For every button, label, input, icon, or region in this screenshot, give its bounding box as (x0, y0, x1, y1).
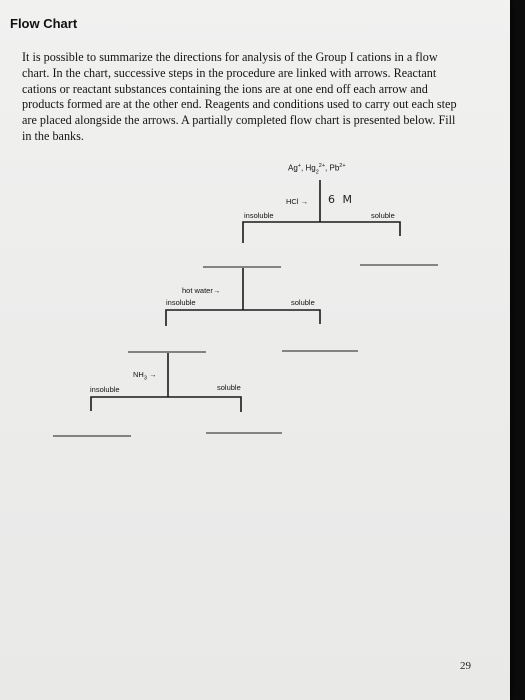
step1-handwritten-note: 6 M (328, 193, 354, 206)
page-title: Flow Chart (10, 16, 78, 31)
step3-soluble-label: soluble (217, 383, 241, 392)
step2-insoluble-label: insoluble (166, 298, 196, 307)
intro-line: products formed are at the other end. Reagents and conditions used to carry out each step (22, 97, 457, 112)
step1-insoluble-label: insoluble (244, 211, 274, 220)
step2-split-line (166, 310, 320, 326)
intro-line: cations or reactant substances containing the ions are at one end off each arrow and (22, 81, 428, 96)
step1-soluble-label: soluble (371, 211, 395, 220)
intro-line: in the banks. (22, 128, 84, 143)
intro-line: It is possible to summarize the directions for analysis of the Group I cations in a flow (22, 50, 438, 64)
intro-line: are placed alongside the arrows. A partially completed flow chart is presented below. Fill (22, 113, 456, 128)
step3-split-line (91, 397, 241, 412)
step1-split-line (243, 222, 400, 243)
intro-line: chart. In the chart, successive steps in the procedure are linked with arrows. Reactant (22, 65, 437, 80)
step3-reagent: $NH_3$ → (133, 370, 157, 382)
step3-insoluble-label: insoluble (90, 385, 120, 394)
step1-reagent: HCl → (286, 197, 309, 206)
step2-soluble-label: soluble (291, 298, 315, 307)
step2-reagent: hot water→ (182, 286, 221, 295)
top-cations-label: Ag+, $Hg_2^{2+}$, $Pb^{2+}$ (288, 163, 346, 176)
page-number: 29 (460, 660, 471, 672)
